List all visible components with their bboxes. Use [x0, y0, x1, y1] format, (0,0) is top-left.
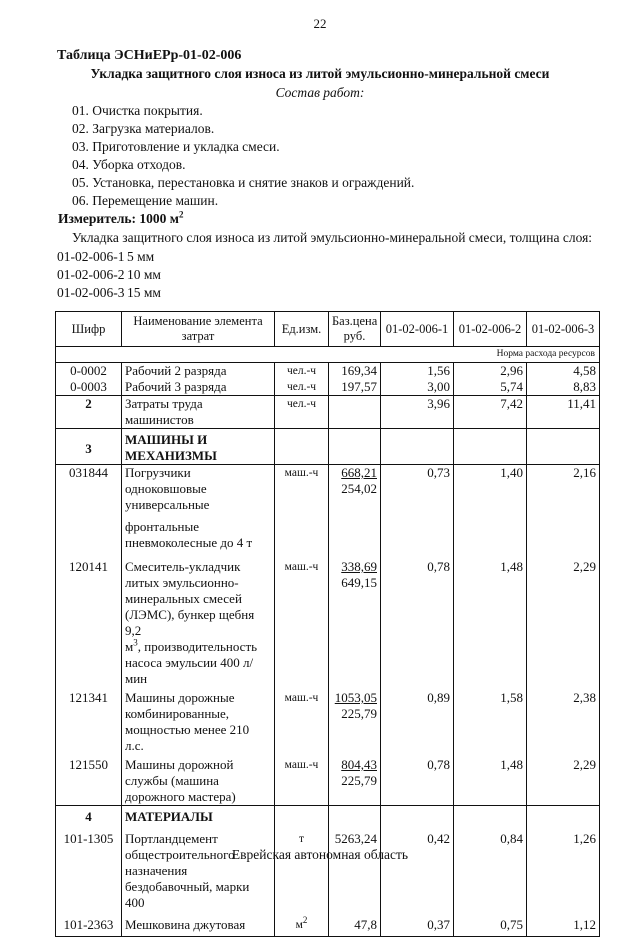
variant-value: 5 мм: [127, 249, 155, 264]
work-item: 03. Приготовление и укладка смеси.: [72, 139, 280, 154]
header-unit: Ед.изм.: [275, 312, 329, 347]
row-code: 120141: [56, 551, 122, 687]
row-name: [122, 825, 275, 911]
row-name-line: службы (машина: [125, 773, 219, 788]
row-unit: т: [275, 825, 329, 911]
work-item: 06. Перемещение машин.: [72, 193, 219, 208]
row-name: [122, 551, 275, 687]
row-name-line: Машины дорожной: [125, 757, 234, 772]
row-code: 121550: [56, 754, 122, 806]
row-value-2: 0,75: [454, 911, 527, 937]
row-name: Рабочий 2 разряда: [122, 363, 275, 380]
variant-row: [57, 249, 154, 265]
row-price: 197,57: [329, 379, 381, 396]
row-value-3: 4,58: [527, 363, 600, 380]
row-code: 0-0002: [56, 363, 122, 380]
table-row: [56, 825, 600, 911]
measure-label: Измеритель: 1000 м: [58, 211, 179, 226]
row-value-2: 2,96: [454, 363, 527, 380]
measure-sup: 2: [179, 209, 184, 220]
section-title-line: МАШИНЫ И: [125, 432, 208, 447]
table-row: [56, 379, 600, 396]
row-value-1: 1,56: [381, 363, 454, 380]
section-title: МАТЕРИАЛЫ: [122, 806, 275, 826]
row-value-1: 0,78: [381, 754, 454, 806]
row-value-1: 3,00: [381, 379, 454, 396]
row-name-line: Погрузчики: [125, 465, 191, 480]
table-row: [56, 754, 600, 806]
row-name-line: (ЛЭМС), бункер щебня 9,2: [125, 607, 255, 638]
header-name: Наименование элемента затрат: [122, 312, 275, 347]
row-value-3: 1,12: [527, 911, 600, 937]
norm-label: Норма расхода ресурсов: [56, 347, 600, 363]
variant-code: 01-02-006-1: [57, 249, 125, 264]
row-code: 2: [56, 396, 122, 429]
row-value-2: 5,74: [454, 379, 527, 396]
price-secondary: 225,79: [341, 706, 377, 721]
price-primary: 338,69: [341, 559, 377, 574]
row-value-3: 11,41: [527, 396, 600, 429]
row-price: [329, 465, 381, 552]
table-header-row: [56, 312, 600, 347]
row-name-line: $м^3$, производительность: [125, 637, 258, 654]
work-item: 05. Установка, перестановка и снятие знаков и ограждений.: [72, 175, 415, 190]
section-title: [122, 429, 275, 465]
row-value-2: 1,58: [454, 687, 527, 754]
price-primary: 804,43: [341, 757, 377, 772]
works-heading: Состав работ:: [275, 85, 365, 100]
resource-table: [55, 311, 600, 937]
row-unit: чел.-ч: [275, 363, 329, 380]
variant-row: [57, 285, 161, 301]
row-code: 031844: [56, 465, 122, 552]
row-value-2: 7,42: [454, 396, 527, 429]
header-col1: 01-02-006-1: [381, 312, 454, 347]
table-row: [56, 465, 600, 552]
row-unit: маш.-ч: [275, 465, 329, 552]
row-name-line: Смеситель-укладчик: [125, 559, 241, 574]
description: Укладка защитного слоя износа из литой эмульсионно-минеральной смеси, толщина слоя:: [72, 230, 593, 245]
row-code: 101-1305: [56, 825, 122, 911]
row-price: 169,34: [329, 363, 381, 380]
row-unit: чел.-ч: [275, 379, 329, 396]
table-id: Таблица ЭСНиЕРр-01-02-006: [57, 48, 242, 63]
row-unit: маш.-ч: [275, 551, 329, 687]
row-value-3: 8,83: [527, 379, 600, 396]
variant-code: 01-02-006-3: [57, 285, 125, 300]
row-unit: $м^2$: [275, 911, 329, 937]
table-row: [56, 687, 600, 754]
variant-value: 15 мм: [127, 285, 161, 300]
row-price: [329, 551, 381, 687]
row-name: [122, 687, 275, 754]
row-value-1: 0,42: [381, 825, 454, 911]
row-name-line: пневмоколесные до 4 т: [125, 535, 253, 550]
document-title: Укладка защитного слоя износа из литой эмульсионно-минеральной смеси: [90, 66, 550, 81]
row-value-3: 2,38: [527, 687, 600, 754]
row-name-line: дорожного мастера): [125, 789, 236, 804]
row-name-line: Портландцемент: [125, 831, 218, 846]
row-name-line: Машины дорожные: [125, 690, 235, 705]
table-row: [56, 911, 600, 937]
row-value-2: 0,84: [454, 825, 527, 911]
section-code: 4: [56, 806, 122, 826]
row-name-line: общестроительного: [125, 847, 235, 862]
row-name-line: фронтальные: [125, 519, 199, 534]
row-name-line: одноковшовые: [125, 481, 207, 496]
row-price: 47,8: [329, 911, 381, 937]
row-name-line: комбинированные,: [125, 706, 230, 721]
table-row: [56, 396, 600, 429]
row-name: [122, 754, 275, 806]
price-secondary: 225,79: [341, 773, 377, 788]
section-code: 3: [56, 429, 122, 465]
variant-code: 01-02-006-2: [57, 267, 125, 282]
row-name: [122, 465, 275, 552]
price-primary: 1053,05: [334, 690, 377, 705]
price-secondary: 254,02: [341, 481, 377, 496]
row-price: 5263,24: [329, 825, 381, 911]
row-value-3: 1,26: [527, 825, 600, 911]
row-unit: маш.-ч: [275, 754, 329, 806]
table-row: [56, 551, 600, 687]
row-value-3: 2,16: [527, 465, 600, 552]
row-code: 101-2363: [56, 911, 122, 937]
work-item: 01. Очистка покрытия.: [72, 103, 203, 118]
row-value-3: 2,29: [527, 754, 600, 806]
work-item: 02. Загрузка материалов.: [72, 121, 215, 136]
variant-row: [57, 267, 161, 283]
page-number: 22: [313, 16, 327, 31]
row-value-1: 0,89: [381, 687, 454, 754]
row-value-2: 1,40: [454, 465, 527, 552]
row-value-3: 2,29: [527, 551, 600, 687]
norm-row: [56, 347, 600, 363]
row-value-1: 0,78: [381, 551, 454, 687]
measure-unit: [58, 211, 184, 227]
footer-region: Еврейская автономная область: [231, 847, 409, 862]
row-code: 0-0003: [56, 379, 122, 396]
row-unit: чел.-ч: [275, 396, 329, 429]
header-col2: 01-02-006-2: [454, 312, 527, 347]
row-name-line: универсальные: [125, 497, 210, 512]
table-row: [56, 363, 600, 380]
row-name: Мешковина джутовая: [122, 911, 275, 937]
header-col3: 01-02-006-3: [527, 312, 600, 347]
row-name-line: насоса эмульсии 400 л/мин: [125, 655, 254, 686]
variant-value: 10 мм: [127, 267, 161, 282]
row-name: Затраты труда машинистов: [122, 396, 275, 429]
section-title-line: МЕХАНИЗМЫ: [125, 448, 217, 463]
materials-section-row: [56, 806, 600, 826]
row-code: 121341: [56, 687, 122, 754]
row-value-2: 1,48: [454, 551, 527, 687]
price-secondary: 649,15: [341, 575, 377, 590]
row-price: [329, 754, 381, 806]
row-price: [329, 687, 381, 754]
row-name-line: назначения: [125, 863, 188, 878]
row-value-1: 0,37: [381, 911, 454, 937]
machines-section-row: [56, 429, 600, 465]
row-value-2: 1,48: [454, 754, 527, 806]
header-code: Шифр: [56, 312, 122, 347]
row-name-line: минеральных смесей: [125, 591, 242, 606]
row-price: [329, 396, 381, 429]
price-primary: 668,21: [341, 465, 377, 480]
row-name-line: мощностью менее 210 л.с.: [125, 722, 250, 753]
row-value-1: 3,96: [381, 396, 454, 429]
work-item: 04. Уборка отходов.: [72, 157, 186, 172]
row-value-1: 0,73: [381, 465, 454, 552]
row-name-line: литых эмульсионно-: [125, 575, 239, 590]
row-unit: маш.-ч: [275, 687, 329, 754]
row-name-line: бездобавочный, марки 400: [125, 879, 250, 910]
row-name: Рабочий 3 разряда: [122, 379, 275, 396]
header-price: Баз.цена руб.: [329, 312, 381, 347]
